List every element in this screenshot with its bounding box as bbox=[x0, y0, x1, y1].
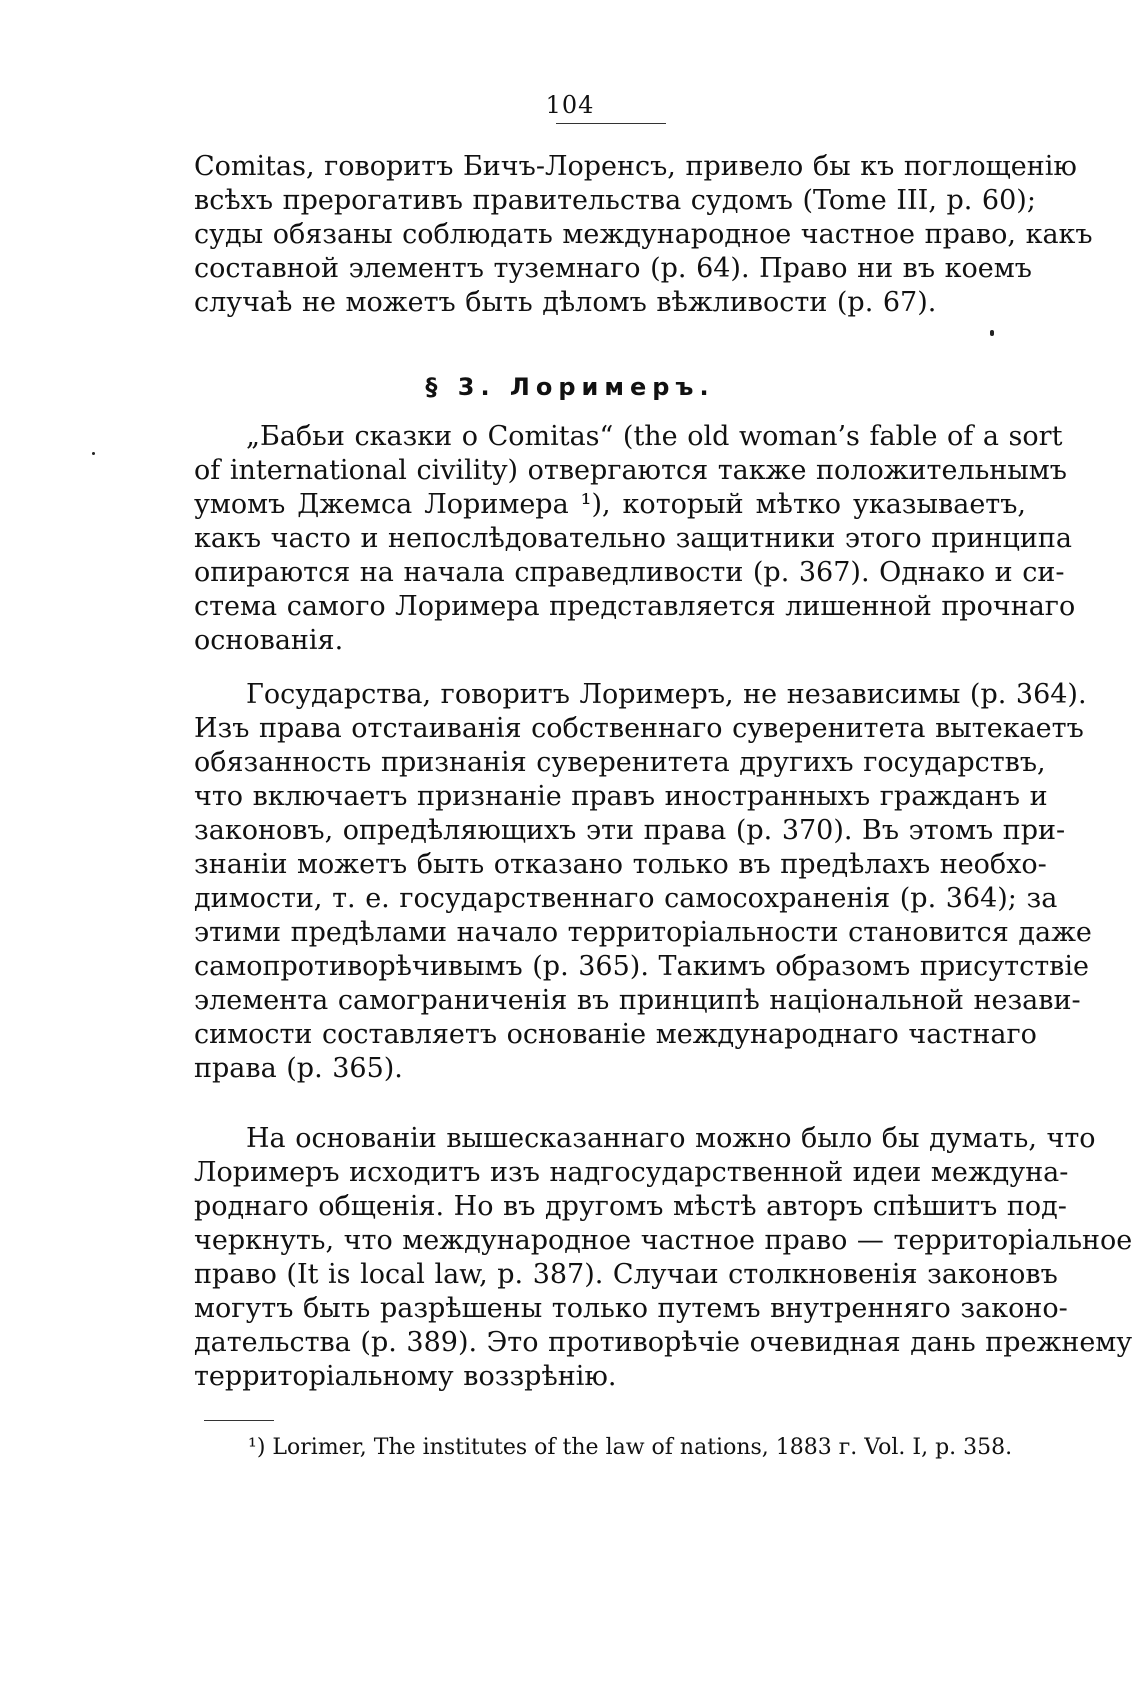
paragraph-3-line: этими предѣлами начало территоріальности становится даже bbox=[194, 917, 1092, 948]
paragraph-4 bbox=[194, 1122, 1133, 1394]
paragraph-3 bbox=[194, 678, 1092, 1086]
paragraph-1-line: Comitas, говоритъ Бичъ-Лоренсъ, привело бы къ поглощенію bbox=[194, 151, 1077, 182]
paragraph-1-line: суды обязаны соблюдать международное частное право, какъ bbox=[194, 219, 1093, 250]
paragraph-3-line: димости, т. е. государственнаго самосохраненія (p. 364); за bbox=[194, 883, 1058, 914]
paragraph-2-line: „Бабьи сказки о Comitas“ (the old woman’s fable of a sort bbox=[246, 421, 1063, 452]
paragraph-4-line: территоріальному воззрѣнію. bbox=[194, 1361, 617, 1392]
paragraph-1 bbox=[194, 150, 1093, 320]
paragraph-4-line: черкнуть, что международное частное право — территоріальное bbox=[194, 1225, 1133, 1256]
paragraph-2-line: какъ часто и непослѣдовательно защитники этого принципа bbox=[194, 523, 1072, 554]
paragraph-4-line: право (It is local law, p. 387). Случаи столкновенія законовъ bbox=[194, 1259, 1058, 1290]
paragraph-2-line: основанія. bbox=[194, 625, 344, 656]
paragraph-4-line: дательства (p. 389). Это противорѣчіе очевидная дань прежнему bbox=[194, 1327, 1133, 1358]
paragraph-2-line: опираются на начала справедливости (p. 367). Однако и си- bbox=[194, 557, 1065, 588]
paragraph-3-line: симости составляетъ основаніе международнаго частнаго bbox=[194, 1019, 1037, 1050]
paragraph-2 bbox=[194, 420, 1076, 658]
paragraph-1-line: всѣхъ прерогативъ правительства судомъ (Tome III, p. 60); bbox=[194, 185, 1036, 216]
paragraph-2-line: of international civility) отвергаются также положительнымъ bbox=[194, 455, 1067, 486]
ink-speck bbox=[92, 452, 95, 455]
footnote-rule bbox=[204, 1420, 274, 1421]
paragraph-3-line: самопротиворѣчивымъ (p. 365). Такимъ образомъ присутствіе bbox=[194, 951, 1089, 982]
paragraph-3-line: что включаетъ признаніе правъ иностранныхъ гражданъ и bbox=[194, 781, 1048, 812]
paragraph-3-line: знаніи можетъ быть отказано только въ предѣлахъ необхо- bbox=[194, 849, 1047, 880]
footnote bbox=[248, 1434, 1028, 1462]
paragraph-2-line: стема самого Лоримера представляется лишенной прочнаго bbox=[194, 591, 1076, 622]
paragraph-2-line: умомъ Джемса Лоримера ¹), который мѣтко указываетъ, bbox=[194, 489, 1026, 520]
paragraph-4-line: роднаго общенія. Но въ другомъ мѣстѣ авторъ спѣшитъ под- bbox=[194, 1191, 1067, 1222]
paragraph-4-line: Лоримеръ исходитъ изъ надгосударственной идеи междуна- bbox=[194, 1157, 1069, 1188]
ink-speck bbox=[990, 330, 994, 336]
paragraph-3-line: законовъ, опредѣляющихъ эти права (p. 370). Въ этомъ при- bbox=[194, 815, 1066, 846]
footnote-marker: ¹) bbox=[248, 1435, 266, 1460]
page-number-rule bbox=[556, 123, 666, 124]
paragraph-4-line: могутъ быть разрѣшены только путемъ внутренняго законо- bbox=[194, 1293, 1068, 1324]
paragraph-4-line: На основаніи вышесказаннаго можно было бы думать, что bbox=[246, 1123, 1096, 1154]
paragraph-3-line: обязанность признанія суверенитета другихъ государствъ, bbox=[194, 747, 1046, 778]
paragraph-3-line: Государства, говоритъ Лоримеръ, не независимы (p. 364). bbox=[246, 679, 1087, 710]
footnote-text: Lorimer, The institutes of the law of nations, 1883 г. Vol. I, p. 358. bbox=[272, 1435, 1013, 1460]
paragraph-1-line: случаѣ не можетъ быть дѣломъ вѣжливости (p. 67). bbox=[194, 287, 937, 318]
paragraph-3-line: Изъ права отстаиванія собственнаго суверенитета вытекаетъ bbox=[194, 713, 1084, 744]
paragraph-1-line: составной элементъ туземнаго (p. 64). Право ни въ коемъ bbox=[194, 253, 1032, 284]
page-number: 104 bbox=[545, 91, 595, 119]
paragraph-3-line: элемента самограниченія въ принципѣ національной незави- bbox=[194, 985, 1081, 1016]
paragraph-3-line: права (p. 365). bbox=[194, 1053, 403, 1084]
section-heading: § 3. Лоримеръ. bbox=[425, 373, 715, 401]
